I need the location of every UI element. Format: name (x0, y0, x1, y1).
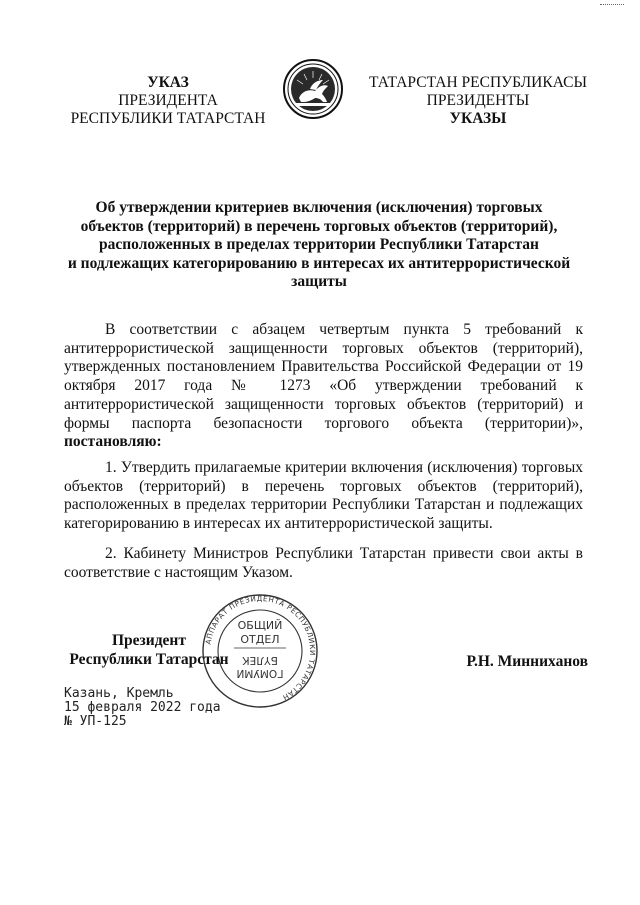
stamp-line1: ОБЩИЙ (237, 619, 283, 632)
stamp-line3: ГОМУМИ (236, 667, 284, 679)
signatory-title-line2: Республики Татарстан (69, 650, 229, 668)
title-line: расположенных в пределах территории Республики Татарстан (99, 236, 539, 253)
header-left-line2: ПРЕЗИДЕНТА (118, 92, 218, 109)
header-right-line2: ПРЕЗИДЕНТЫ (426, 92, 530, 109)
title-line: объектов (территорий) в перечень торговых объектов (территорий), (80, 217, 558, 235)
header-right-tt (360, 74, 596, 128)
decree-footer (64, 687, 221, 729)
footer-place: Казань, Кремль (64, 686, 174, 701)
title-line: и подлежащих категорированию в интересах их антитеррористической (67, 254, 571, 272)
footer-number: № УП-125 (64, 714, 127, 729)
signatory-name: Р.Н. Минниханов (466, 653, 588, 670)
title-line: Об утверждении критериев включения (исключения) торговых (95, 199, 543, 216)
preamble-paragraph (64, 321, 583, 452)
header-left-line1: УКАЗ (147, 74, 189, 91)
header-right-line1: ТАТАРСТАН РЕСПУБЛИКАСЫ (369, 74, 587, 91)
clause-2-paragraph: 2. Кабинету Министров Республики Татарстан привести свои акты в соответствие с настоящим Указом. (64, 545, 583, 581)
tatarstan-emblem-icon (282, 58, 344, 120)
signatory-title (64, 632, 234, 669)
stamp-line2: ОТДЕЛ (240, 633, 280, 646)
resolve-word: постановляю: (64, 433, 162, 451)
header-right-line3: УКАЗЫ (449, 110, 507, 127)
signatory-title-line1: Президент (112, 632, 186, 649)
header-left-line3: РЕСПУБЛИКИ ТАТАРСТАН (70, 110, 266, 127)
stamp-ring-text: АППАРАТ ПРЕЗИДЕНТА РЕСПУБЛИКИ ТАТАРСТАН (203, 593, 318, 703)
footer-date: 15 февраля 2022 года (64, 700, 221, 715)
title-line: защиты (291, 273, 347, 290)
header-left-ru (58, 74, 278, 128)
clause-1-paragraph: 1. Утвердить прилагаемые критерии включения (исключения) торговых объектов (территорий) в перечень торговых объектов (территорий), расположенных в пределах территории Республики Татарстан и подлежащих категорированию в интересах их антитеррористической защиты. (64, 459, 583, 533)
decree-title (60, 199, 578, 292)
corner-mark (600, 4, 624, 6)
preamble-text: В соответствии с абзацем четвертым пункта 5 требований к антитеррористической защищенности торговых объектов (территорий), утвержденных постановлением Правительства Российской Федерации от 19 октября 2017 года № 1273 «Об утверждении требований к антитеррористической защищенности торговых объектов (территорий) и формы паспорта безопасности торгового объекта (территории)», (64, 321, 583, 432)
stamp-line4: БҮЛЕК (242, 654, 278, 666)
